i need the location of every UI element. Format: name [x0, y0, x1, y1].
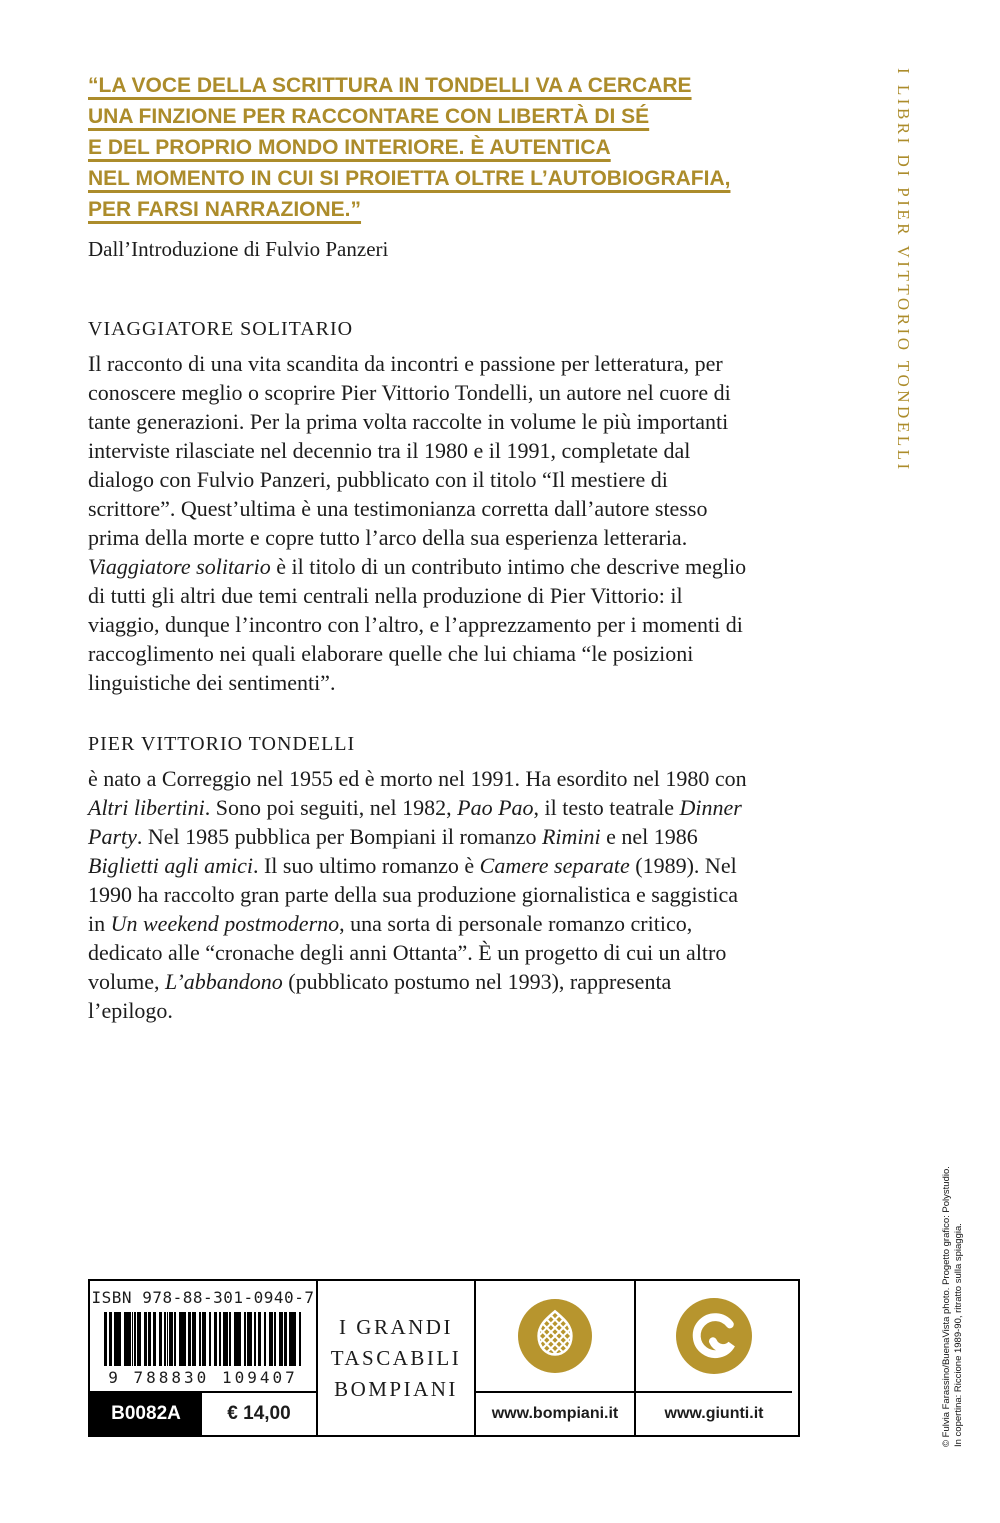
series-line: BOMPIANI	[334, 1376, 458, 1401]
giunti-block	[634, 1281, 792, 1435]
bompiani-block	[474, 1281, 634, 1435]
isbn-block	[90, 1281, 316, 1435]
series-line: I GRANDI	[339, 1314, 453, 1339]
quote-attribution: Dall’Introduzione di Fulvio Panzeri	[88, 237, 389, 261]
section-paragraph: è nato a Correggio nel 1955 ed è morto nel 1991. Ha esordito nel 1980 con Altri libertini. Sono poi seguiti, nel 1982, Pao Pao, il testo teatrale Dinner Party. Nel 1985 pubblica per Bompiani il romanzo Rimini e nel 1986 Biglietti agli amici. Il suo ultimo romanzo è Camere separate (1989). Nel 1990 ha raccolto gran parte della sua produzione giornalistica e saggistica in Un weekend postmoderno, una sorta di personale romanzo critico, dedicato alle “cronache degli anni Ottanta”. È un progetto di cui un altro volume, L’abbandono (pubblicato postumo nel 1993), rappresenta l’epilogo.	[88, 766, 747, 1023]
price: € 14,00	[227, 1403, 291, 1424]
cover-quote	[88, 70, 788, 225]
bompiani-url: www.bompiani.it	[476, 1391, 634, 1435]
series-block	[316, 1281, 474, 1435]
quote-line: PER FARSI NARRAZIONE.”	[88, 198, 362, 221]
quote-line: NEL MOMENTO IN CUI SI PROIETTA OLTRE L’AUTOBIOGRAFIA,	[88, 167, 731, 190]
barcode-digits: 9 788830 109407	[108, 1367, 298, 1387]
sections	[88, 318, 748, 1025]
barcode	[104, 1312, 302, 1366]
section-heading: VIAGGIATORE SOLITARIO	[88, 318, 354, 340]
photo-credits	[941, 1166, 965, 1447]
credit-line: In copertina: Riccione 1989-90, ritratto sulla spiaggia.	[953, 1223, 964, 1447]
quote-line: E DEL PROPRIO MONDO INTERIORE. È AUTENTICA	[88, 136, 611, 159]
quote-line: UNA FINZIONE PER RACCONTARE CON LIBERTÀ DI SÉ	[88, 105, 650, 128]
series-line: TASCABILI	[330, 1345, 462, 1370]
series-title	[331, 1312, 461, 1405]
credit-line: © Fulvia Farassino/BuenaVista photo. Progetto grafico: Polystudio.	[941, 1166, 952, 1447]
section	[88, 733, 748, 1025]
edition-code: B0082A	[90, 1393, 202, 1435]
section-paragraph: Il racconto di una vita scandita da incontri e passione per letteratura, per conoscere meglio o scoprire Pier Vittorio Tondelli, un autore nel cuore di tante generazioni. Per la prima volta raccolte in volume le più importanti interviste rilasciate nel decennio tra il 1980 e il 1991, completate dal dialogo con Fulvio Panzeri, pubblicato con il titolo “Il mestiere di scrittore”. Quest’ultima è una testimonianza corretta dall’autore stesso prima della morte e copre tutto l’arco della sua esperienza letteraria. Viaggiatore solitario è il titolo di un contributo intimo che descrive meglio di tutti gli altri due temi centrali nella produzione di Pier Vittorio: il viaggio, dunque l’incontro con l’altro, e l’apprezzamento per i momenti di raccoglimento nei quali elaborare quelle che lui chiama “le posizioni linguistiche dei sentimenti”.	[88, 351, 747, 695]
main-text-column	[88, 70, 788, 1025]
quote-line: “LA VOCE DELLA SCRITTURA IN TONDELLI VA A CERCARE	[88, 74, 692, 97]
barcode-area	[90, 1281, 316, 1391]
giunti-url: www.giunti.it	[636, 1391, 792, 1435]
bompiani-logo-icon	[476, 1281, 634, 1391]
giunti-logo-icon	[636, 1281, 792, 1391]
section-heading: PIER VITTORIO TONDELLI	[88, 733, 356, 755]
code-price-row	[90, 1391, 316, 1435]
section	[88, 318, 748, 697]
footer-bar	[88, 1279, 800, 1437]
spine-series-title: I LIBRI DI PIER VITTORIO TONDELLI	[894, 68, 913, 473]
isbn-label: ISBN 978-88-301-0940-7	[91, 1287, 315, 1307]
